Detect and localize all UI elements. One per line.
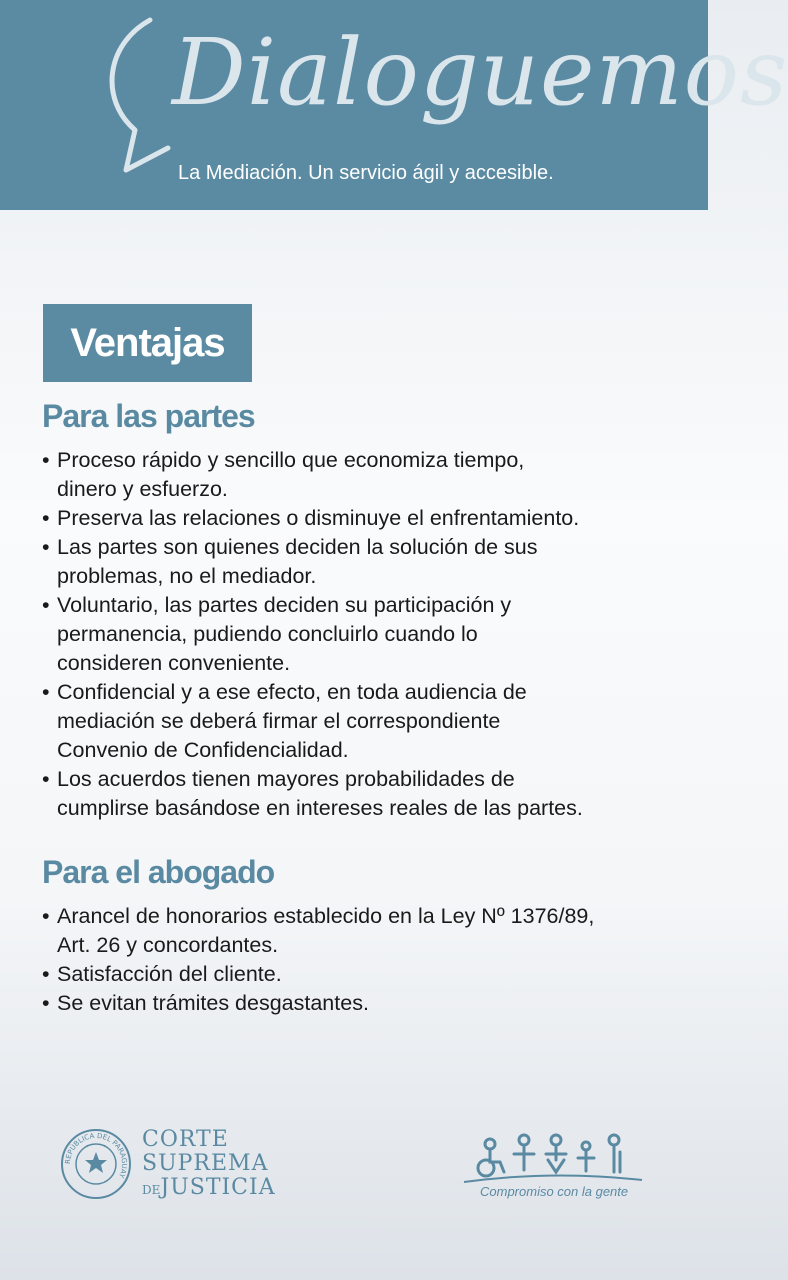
section-title-abogado: Para el abogado xyxy=(42,854,275,890)
list-item-line: problemas, no el mediador. xyxy=(57,564,317,588)
list-item xyxy=(42,591,682,678)
list-abogado xyxy=(42,902,682,1018)
list-item-line: Las partes son quienes deciden la solución de sus xyxy=(57,535,538,559)
list-item xyxy=(42,504,682,533)
corte-suprema-logo xyxy=(60,1128,300,1202)
bullet-icon: • xyxy=(42,904,50,928)
bullet-icon: • xyxy=(42,535,50,559)
bullet-icon: • xyxy=(42,962,50,986)
list-item xyxy=(42,533,682,591)
bullet-icon: • xyxy=(42,991,50,1015)
header-banner xyxy=(0,0,788,210)
list-item-line: Preserva las relaciones o disminuye el enfrentamiento. xyxy=(57,506,580,530)
people-icon xyxy=(458,1132,648,1187)
bullet-icon: • xyxy=(42,680,50,704)
list-item-line: dinero y esfuerzo. xyxy=(57,477,228,501)
list-item-line: permanencia, pudiendo concluirlo cuando lo xyxy=(57,622,478,646)
bullet-icon: • xyxy=(42,448,50,472)
list-item xyxy=(42,446,682,504)
list-partes xyxy=(42,446,682,823)
list-item-line: Se evitan trámites desgastantes. xyxy=(57,991,369,1015)
list-item xyxy=(42,765,682,823)
list-item-line: Arancel de honorarios establecido en la Ley Nº 1376/89, xyxy=(57,904,595,928)
institution-de: DE xyxy=(142,1183,161,1197)
bullet-icon: • xyxy=(42,593,50,617)
list-item-line: consideren conveniente. xyxy=(57,651,291,675)
institution-line1: CORTE xyxy=(142,1127,229,1152)
list-item-line: Confidencial y a ese efecto, en toda audiencia de xyxy=(57,680,527,704)
institution-line2: SUPREMA xyxy=(142,1151,269,1176)
list-item-line: Convenio de Confidencialidad. xyxy=(57,738,349,762)
ventajas-label: Ventajas xyxy=(70,320,225,365)
list-item-line: Proceso rápido y sencillo que economiza tiempo, xyxy=(57,448,525,472)
institution-line3: JUSTICIA xyxy=(160,1175,276,1200)
list-item xyxy=(42,960,682,989)
section-title-partes: Para las partes xyxy=(42,398,255,434)
list-item-line: Voluntario, las partes deciden su participación y xyxy=(57,593,512,617)
brand-subtitle: La Mediación. Un servicio ágil y accesible. xyxy=(178,162,554,184)
list-item xyxy=(42,902,682,960)
seal-text: REPÚBLICA DEL PARAGUAY xyxy=(63,1131,129,1180)
list-item xyxy=(42,678,682,765)
list-item-line: Satisfacción del cliente. xyxy=(57,962,282,986)
brand-title: Dialoguemos xyxy=(172,19,788,126)
list-item xyxy=(42,989,682,1018)
compromiso-logo xyxy=(458,1132,648,1204)
national-seal-icon xyxy=(60,1128,132,1200)
bullet-icon: • xyxy=(42,506,50,530)
list-item-line: mediación se deberá firmar el correspondiente xyxy=(57,709,501,733)
list-item-line: Art. 26 y concordantes. xyxy=(57,933,279,957)
ventajas-tag xyxy=(43,304,252,382)
institution-name xyxy=(142,1128,276,1202)
list-item-line: Los acuerdos tienen mayores probabilidades de xyxy=(57,767,515,791)
bullet-icon: • xyxy=(42,767,50,791)
list-item-line: cumplirse basándose en intereses reales de las partes. xyxy=(57,796,583,820)
slogan: Compromiso con la gente xyxy=(480,1184,629,1199)
